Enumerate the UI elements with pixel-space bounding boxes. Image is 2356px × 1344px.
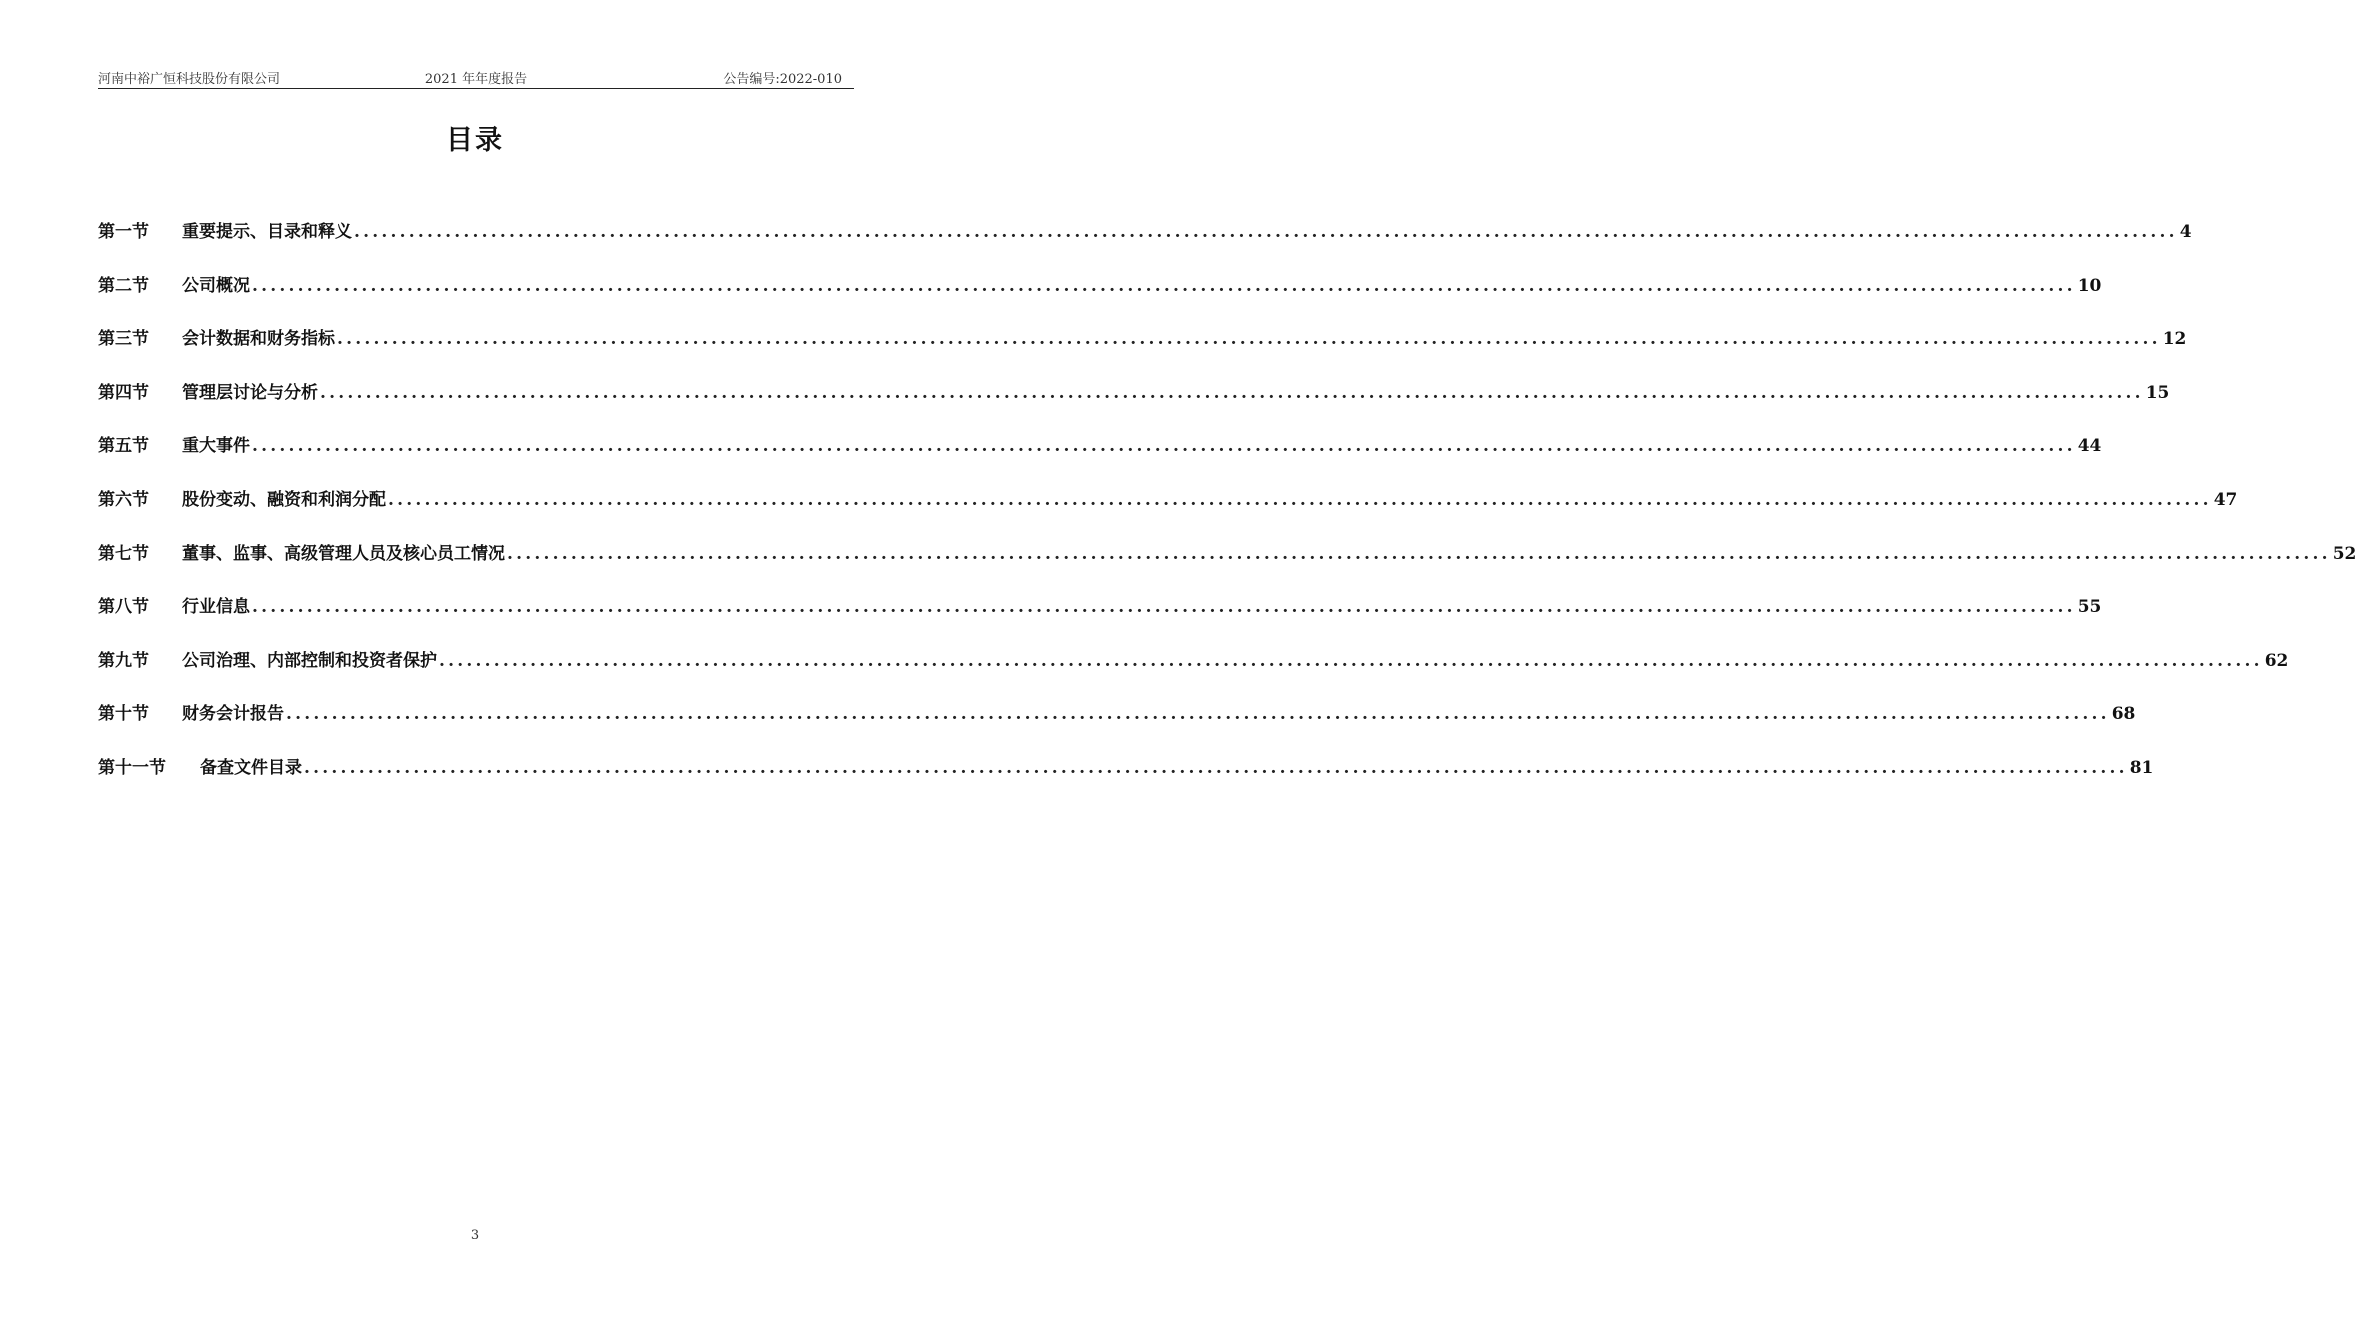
toc-heading: 行业信息 — [182, 597, 250, 618]
toc-section-number: 第四节 — [98, 382, 149, 403]
toc-dot-leader: ........................................................................................................................................................................................................ — [354, 222, 2178, 242]
toc-page-number: 12 — [2162, 329, 2187, 350]
toc-heading: 公司概况 — [182, 275, 250, 296]
toc-heading: 会计数据和财务指标 — [182, 329, 335, 350]
toc-entry[interactable] — [98, 271, 2102, 325]
toc-entry[interactable] — [98, 592, 2102, 646]
toc-section-number: 第九节 — [98, 650, 149, 671]
toc-entry[interactable] — [98, 431, 2102, 485]
toc-section-number: 第一节 — [98, 222, 149, 242]
toc-dot-leader: ........................................................................................................................................................................................................ — [507, 543, 2331, 564]
toc-heading: 管理层讨论与分析 — [182, 382, 318, 403]
toc-dot-leader: ........................................................................................................................................................................................................ — [337, 329, 2161, 350]
toc-entry[interactable] — [98, 699, 2136, 753]
page-header — [98, 66, 854, 89]
toc-section-number: 第三节 — [98, 329, 149, 350]
toc-heading: 董事、监事、高级管理人员及核心员工情况 — [182, 543, 505, 564]
toc-page-number: 55 — [2077, 597, 2102, 618]
toc-page-number: 62 — [2264, 650, 2289, 671]
header-company-name: 河南中裕广恒科技股份有限公司 — [98, 72, 281, 87]
toc-entry[interactable] — [98, 324, 2187, 378]
toc-section-number: 第二节 — [98, 275, 149, 296]
toc-heading: 重要提示、目录和释义 — [182, 222, 352, 242]
toc-entry[interactable] — [98, 217, 2192, 271]
toc-heading: 重大事件 — [182, 436, 250, 457]
table-of-contents — [98, 217, 2356, 807]
toc-section-number: 第八节 — [98, 597, 149, 618]
toc-heading: 备查文件目录 — [200, 757, 302, 778]
toc-section-number: 第十节 — [98, 704, 149, 725]
toc-page-number: 10 — [2077, 275, 2102, 296]
toc-heading: 财务会计报告 — [182, 704, 284, 725]
page-footer-number: 3 — [470, 1228, 480, 1243]
toc-page-number: 81 — [2129, 757, 2154, 778]
toc-section-number: 第五节 — [98, 436, 149, 457]
toc-entry[interactable] — [98, 646, 2289, 700]
toc-heading: 股份变动、融资和利润分配 — [182, 489, 386, 510]
toc-dot-leader: ........................................................................................................................................................................................................ — [439, 650, 2263, 671]
toc-section-number: 第七节 — [98, 543, 149, 564]
toc-dot-leader: ........................................................................................................................................................................................................ — [286, 704, 2110, 725]
toc-dot-leader: ........................................................................................................................................................................................................ — [388, 489, 2212, 510]
header-report-title: 2021 年年度报告 — [424, 72, 528, 87]
toc-dot-leader: ........................................................................................................................................................................................................ — [304, 757, 2128, 778]
toc-section-number: 第十一节 — [98, 757, 166, 778]
toc-entry[interactable] — [98, 753, 2154, 807]
header-notice-number: 公告编号:2022-010 — [723, 72, 842, 87]
toc-dot-leader: ........................................................................................................................................................................................................ — [252, 436, 2076, 457]
toc-page-number: 47 — [2213, 489, 2238, 510]
toc-page-number: 68 — [2111, 704, 2136, 725]
toc-page-number: 4 — [2179, 222, 2192, 242]
toc-page-number: 15 — [2145, 382, 2170, 403]
toc-entry[interactable] — [98, 378, 2170, 432]
toc-dot-leader: ........................................................................................................................................................................................................ — [252, 275, 2076, 296]
toc-page-number: 44 — [2077, 436, 2102, 457]
toc-dot-leader: ........................................................................................................................................................................................................ — [320, 382, 2144, 403]
toc-entry[interactable] — [98, 485, 2238, 539]
toc-section-number: 第六节 — [98, 489, 149, 510]
page-title: 目录 — [446, 125, 504, 156]
toc-heading: 公司治理、内部控制和投资者保护 — [182, 650, 437, 671]
toc-page-number: 52 — [2332, 543, 2356, 564]
toc-dot-leader: ........................................................................................................................................................................................................ — [252, 597, 2076, 618]
toc-entry[interactable] — [98, 539, 2356, 593]
